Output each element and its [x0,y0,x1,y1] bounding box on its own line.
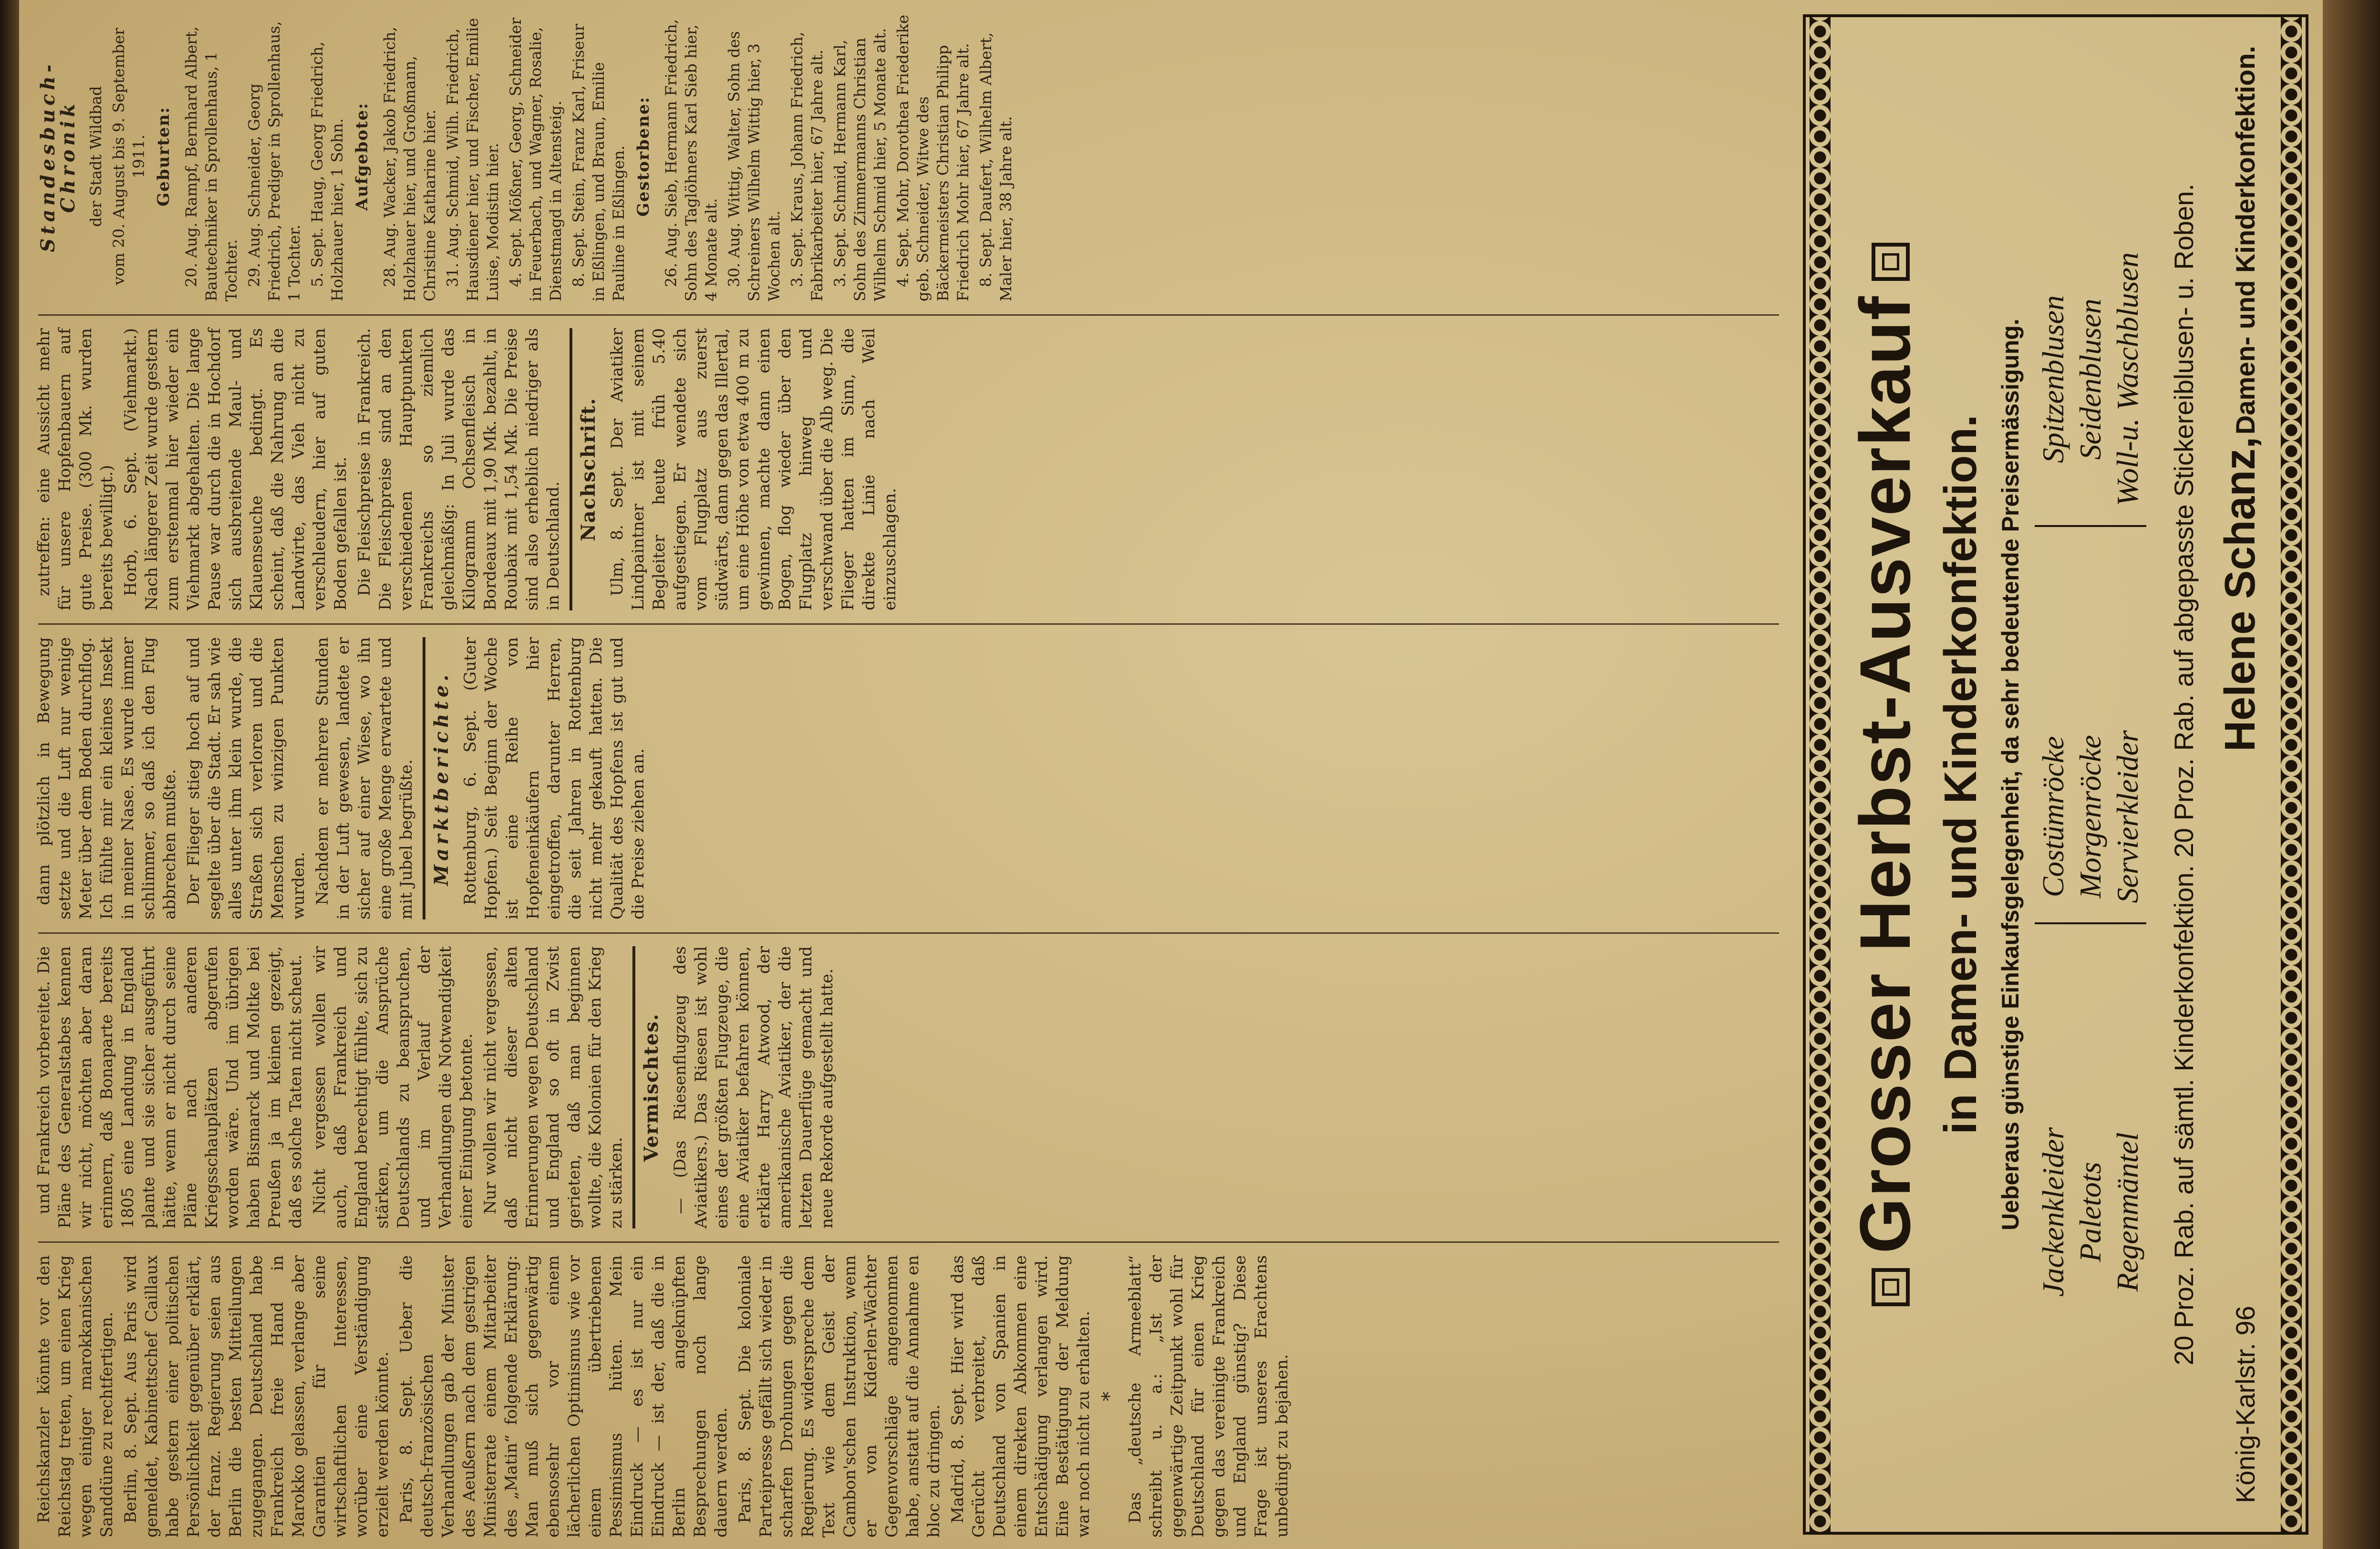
article-paragraph: dann plötzlich in Bewegung setzte und die Luft nur wenige Meter über dem Boden durchflog. Ich fühlte mir ein kleines Insekt in meiner Nase. Es wurde immer schlimmer, so daß ich den Flug abbrechen mußte. [34,637,179,919]
ad-product: Morgenröcke [2073,735,2107,898]
register-entry: 3. Sept. Schmid, Hermann Karl, Sohn des Zimmermanns Christian Wilhelm Schmid hier, 5 Monate alt. [831,28,889,301]
article-paragraph: Berlin, 8. Sept. Aus Paris wird gemeldet, Kabinettschef Caillaux habe gestern einer politischen Persönlichkeit gegenüber erklärt, der franz. Regierung seien aus Berlin die besten Mitteilungen zugegangen. Deutschland habe Frankreich freie Hand in Marokko gelassen, verlange aber Garantien für seine wirtschaftlichen Interessen, worüber eine Verständigung erzielt werden könnte. [121,1255,392,1538]
section-separator-star: * [1098,1392,1120,1401]
article-paragraph: Ulm, 8. Sept. Der Aviatiker Lindpaintner ist mit seinem Begleiter heute früh 5.40 aufgestiegen. Er wendete sich vom Flugplatz aus zuerst südwärts, dann gegen das Illertal, um eine Höhe von etwa 400 m zu gewinnen, machte dann einen Bogen, flog wieder über den Flugplatz hinweg und verschwand über die Alb weg. Die Flieger hatten im Sinn, die direkte Linie nach Weil einzuschlagen. [608,328,900,610]
section-rule [569,328,572,610]
column-rule [38,932,1779,934]
register-entry: 26. Aug. Sieb, Hermann Friedrich, Sohn des Taglöhners Karl Sieb hier, 4 Monate alt. [662,19,720,301]
article-paragraph: Nachdem er mehrere Stunden in der Luft gewesen, landete er sicher auf einer Wiese, wo ihn eine große Menge erwartete und mit Jubel begrüßte. [313,637,416,919]
ad-product: Seidenblusen [2073,299,2107,460]
column-1 [19,1244,1798,1549]
column-rule [38,314,1779,316]
article-paragraph: und Frankreich vorbereitet. Die Pläne des Generalstabes kennen wir nicht, möchten aber daran erinnern, daß Bonaparte bereits 1805 eine Landung in England plante und sie sicher ausgeführt hätte, wenn er nicht durch seine Pläne nach anderen Kriegsschauplätzen abgerufen worden wäre. Und im übrigen haben Bismarck und Moltke bei Preußen ja im kleinen gezeigt, daß es solche Taten nicht scheut. [34,946,305,1229]
ad-footer [2216,46,2265,1503]
register-subheading: der Stadt Wildbad [87,86,105,227]
register-entry: 28. Aug. Wacker, Jakob Friedrich, Holzhauer hier, und Großmann, Christine Katharine hier. [381,27,439,301]
ad-product-group [2035,233,2146,527]
ad-product-list [2035,141,2146,1408]
column-4 [19,317,1798,622]
ad-product: Regenmäntel [2111,1132,2144,1292]
ad-address: König-Karlstr. 96 [2230,1306,2260,1503]
register-entry: 20. Aug. Rampf, Bernhard Albert, Bautechniker in Sprollenhaus, 1 Tochter. [182,26,240,301]
article-paragraph: Der Flieger stieg hoch auf und segelte über die Stadt. Er sah wie alles unter ihm klein wurde, die Straßen sich verloren und die Menschen zu winzigen Punkten wurden. [184,637,308,919]
section-rule [632,946,635,1229]
advertisement-herbst-ausverkauf [1803,14,2308,1535]
ad-tagline: Ueberaus günstige Einkaufsgelegenheit, da sehr bedeutende Preisermässigung. [1997,319,2024,1230]
ad-title [1844,17,1926,1532]
ad-product: Jackenkleider [2036,1127,2070,1297]
ad-title-text: Grosser Herbst-Ausverkauf [1845,295,1925,1254]
register-heading: Standesbuch-Chronik [37,61,79,252]
article-paragraph: Reichskanzler könnte vor den Reichstag treten, um einen Krieg wegen einiger marokkanischen Sanddüne zu rechtfertigen. [34,1255,116,1538]
register-entry: 29. Aug. Schneider, Georg Friedrich, Prediger in Sprollenhaus, 1 Tochter. [245,21,303,301]
rotated-page-content [19,0,2323,1549]
article-paragraph: — (Das Riesenflugzeug des Aviatikers.) Das Riesen ist wohl eines der größten Flugzeuge, die eine Aviatiker befahren können, erklärte Harry Atwood, der amerikanische Aviatiker, der die letzten Dauerflüge gemacht und neue Rekorde aufgestellt hatte. [671,946,837,1229]
register-entry: 5. Sept. Haug, Georg Friedrich, Holzhauer hier, 1 Sohn. [308,41,346,301]
ad-border-ornament [1810,17,1831,1532]
register-entry: 31. Aug. Schmid, Wilh. Friedrich, Hausdiener hier, und Fischer, Emilie Luise, Modistin hier. [444,18,502,301]
ad-brand-subtitle: Damen- und Kinderkonfektion. [2230,46,2260,435]
ornament-square-icon [1872,1268,1910,1306]
article-paragraph: zutreffen: eine Aussicht mehr für unsere Hopfenbauern auf gute Preise. (300 Mk. wurden bereits bewilligt.) [34,328,116,610]
section-rule [423,637,425,919]
ad-discount-line: 20 Proz. Rab. auf sämtl. Kinderkonfektion. 20 Proz. Rab. auf abgepasste Stickereiblusen- u. Roben. [2169,184,2199,1365]
article-paragraph: Die Fleischpreise in Frankreich. Die Fleischpreise sind an den verschiedenen Hauptpunkten Frankreichs so ziemlich gleichmäßig: In Juli wurde das Kilogramm Ochsenfleisch in Bordeaux mit 1,90 Mk. bezahlt, in Roubaix mit 1,54 Mk. Die Preise sind also erheblich niedriger als in Deutschland. [355,328,563,610]
ornament-square-icon [1872,243,1910,281]
register-entry: 3. Sept. Kraus, Johann Friedrich, Fabrikarbeiter hier, 67 Jahre alt. [788,31,826,301]
article-paragraph: Madrid, 8. Sept. Hier wird das Gerücht verbreitet, daß Deutschland von Spanien in einem direkten Abkommen eine Entschädigung verlangen wird. Eine Bestätigung der Meldung war noch nicht zu erhalten. [948,1255,1093,1538]
scan-binding-edge [0,0,19,1549]
register-date-range: vom 20. August bis 9. September 1911. [110,28,148,285]
register-entry: 8. Sept. Daufert, Wilhelm Albert, Maler hier, 38 Jahre alt. [977,32,1015,301]
ad-product: Servierkleider [2111,730,2144,903]
scan-next-page-edge [2323,0,2380,1549]
article-paragraph: Nicht vergessen wollen wir auch, daß Frankreich und England berechtigt fühlte, sich zu stärken, um die Ansprüche Deutschlands zu beanspruchen, und im Verlauf der Verhandlungen die Notwendigkeit einer Einigung betonte. [310,946,476,1229]
ad-product-group [2035,711,2146,924]
ad-brand-name: Helene Schanz, [2216,436,2264,752]
section-heading: Marktberichte. [430,671,453,886]
column-5-civil-register [19,0,1798,313]
register-entry: 4. Sept. Mohr, Dorothea Friederike geb. Schneider, Witwe des Bäckermeisters Christian Philipp Friedrich Mohr hier, 67 Jahre alt. [894,14,972,301]
article-paragraph: Das „deutsche Armeeblatt“ schreibt u. a.: „Ist der gegenwärtige Zeitpunkt wohl für Deutschland für einen Krieg gegen das vereinigte Frankreich und England günstig? Diese Frage ist unseres Erachtens unbedingt zu bejahen. [1126,1255,1292,1538]
ad-subtitle: in Damen- und Kinderkonfektion. [1935,414,1986,1135]
article-paragraph: Nur wollen wir nicht vergessen, daß nicht dieser alten Erinnerungen wegen Deutschland und England so oft in Zwist gerieten, daß man beginnen wollte, die Kolonien für den Krieg zu stärken. [481,946,626,1229]
section-heading: Vermischtes. [640,1013,662,1162]
column-3 [19,626,1798,931]
births-heading: Geburten: [154,106,173,207]
ad-product: Paletots [2073,1162,2107,1262]
register-entry: 8. Sept. Stein, Franz Karl, Friseur in Eßlingen, und Braun, Emilie Pauline in Eßlingen. [569,23,628,301]
ad-product: Spitzenblusen [2036,295,2070,464]
deaths-heading: Gestorbene: [634,96,653,217]
article-paragraph: Rottenburg, 6. Sept. (Guter Hopfen.) Seit Beginn der Woche ist eine Reihe von Hopfeneinkäufern hier eingetroffen, darunter Herren, die seit Jahren in Rottenburg nicht mehr gekauft hatten. Die Qualität des Hopfens ist gut und die Preise ziehen an. [461,637,648,919]
ad-product-group [2035,1108,2146,1316]
column-rule [38,1241,1779,1243]
register-entry: 4. Sept. Mößner, Georg, Schneider in Feuerbach, und Wagner, Rosalie, Dienstmagd in Altensteig. [507,17,565,301]
ad-border-ornament [2281,17,2302,1532]
section-heading: Nachschrift. [577,397,600,541]
ad-product: Costümröcke [2036,736,2070,898]
register-entry: 30. Aug. Wittig, Walter, Sohn des Schreiners Wilhelm Wittig hier, 3 Wochen alt. [725,31,783,301]
article-paragraph: Horb, 6. Sept. (Viehmarkt.) Nach längerer Zeit wurde gestern zum erstenmal hier wieder ein Viehmarkt abgehalten. Die lange Pause war durch die in Hochdorf sich ausbreitende Maul- und Klauenseuche bedingt. Es scheint, daß die Nahrung an die Landwirte, das Vieh nicht zu verschleudern, hier auf guten Boden gefallen ist. [121,328,350,610]
ad-product: Woll-u. Waschblusen [2111,252,2144,506]
column-rule [38,623,1779,625]
column-2 [19,935,1798,1240]
article-paragraph: Paris, 8. Sept. Die koloniale Parteipresse gefällt sich wieder in scharfen Drohungen gegen die Regierung. Es widerspreche dem Text wie dem Geist der Cambon'schen Instruktion, wenn er von Kiderlen-Wächter Gegenvorschläge angenommen habe, anstatt auf die Annahme en bloc zu dringen. [735,1255,943,1538]
article-paragraph: Paris, 8. Sept. Ueber die deutsch-französischen Verhandlungen gab der Minister des Aeußern nach dem gestrigen Ministerrate einem Mitarbeiter des „Matin“ folgende Erklärung: Man muß sich gegenwärtig ebensosehr vor einem lächerlichen Optimismus wie vor einem übertriebenen Pessimismus hüten. Mein Eindruck — es ist nur ein Eindruck — ist der, daß die in Berlin angeknüpften Besprechungen noch lange dauern werden. [397,1255,731,1538]
newspaper-page [19,0,2323,1549]
banns-heading: Aufgebote: [352,102,372,211]
